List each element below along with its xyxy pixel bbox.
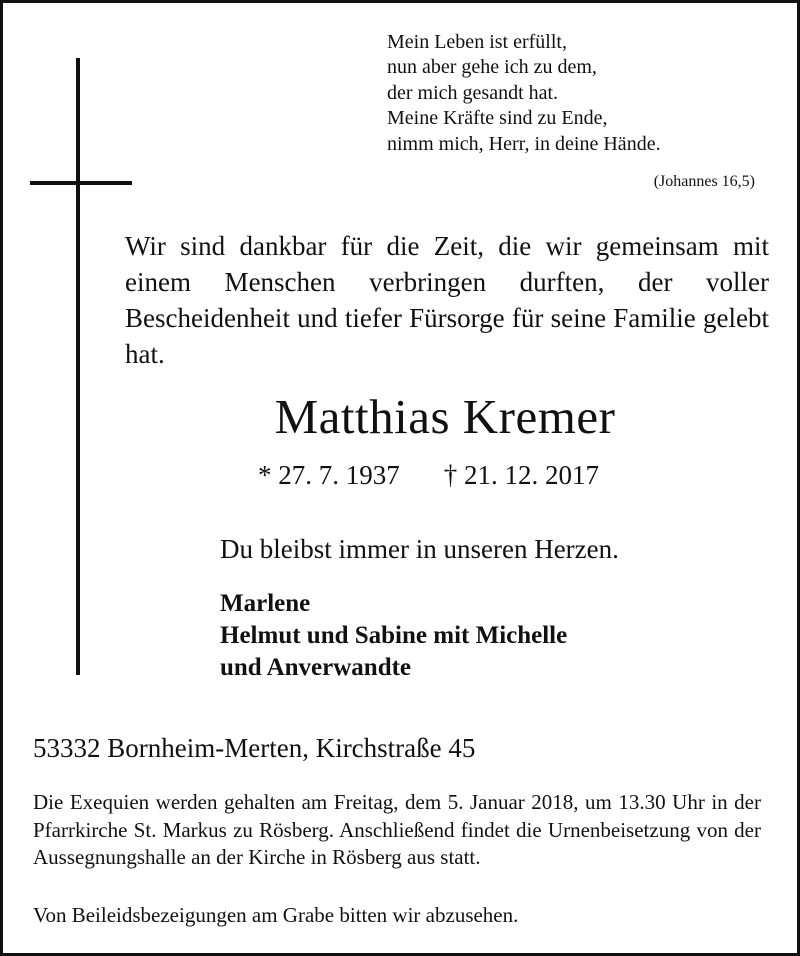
mourner-line: Marlene bbox=[220, 590, 311, 617]
verse-citation: (Johannes 16,5) bbox=[653, 173, 755, 190]
verse-line: nimm mich, Herr, in deine Hände. bbox=[387, 132, 661, 155]
life-dates bbox=[258, 460, 599, 491]
family-address: 53332 Bornheim-Merten, Kirchstraße 45 bbox=[33, 733, 476, 763]
verse-line: Mein Leben ist erfüllt, bbox=[387, 31, 567, 53]
verse-line: Meine Kräfte sind zu Ende, bbox=[387, 107, 608, 130]
birth-date: * 27. 7. 1937 bbox=[258, 460, 400, 490]
intro-paragraph: Wir sind dankbar für die Zeit, die wir gemeinsam mit einem Menschen verbringen durften, der voller Bescheidenheit und tiefer Fürsorge für seine Familie gelebt hat. bbox=[125, 231, 769, 369]
cross-horizontal-bar bbox=[30, 181, 132, 185]
memorial-motto: Du bleibst immer in unseren Herzen. bbox=[220, 534, 619, 564]
verse-line: der mich gesandt hat. bbox=[387, 81, 559, 104]
verse-line: nun aber gehe ich zu dem, bbox=[387, 56, 597, 79]
service-info: Die Exequien werden gehalten am Freitag, dem 5. Januar 2018, um 13.30 Uhr in der Pfarrkirche St. Markus zu Rösberg. Anschließend findet die Urnenbeisetzung von der Aussegnungshalle an der Kirche in Rösberg aus statt. bbox=[33, 790, 761, 869]
mourner-line: Helmut und Sabine mit Michelle bbox=[220, 622, 568, 649]
mourners-list bbox=[220, 588, 567, 684]
cross-vertical-bar bbox=[76, 58, 80, 675]
condolence-note: Von Beileidsbezeigungen am Grabe bitten wir abzusehen. bbox=[33, 903, 519, 927]
mourner-line: und Anverwandte bbox=[220, 654, 412, 681]
deceased-name: Matthias Kremer bbox=[274, 389, 616, 444]
bible-verse bbox=[387, 30, 661, 157]
death-date: † 21. 12. 2017 bbox=[443, 460, 599, 490]
